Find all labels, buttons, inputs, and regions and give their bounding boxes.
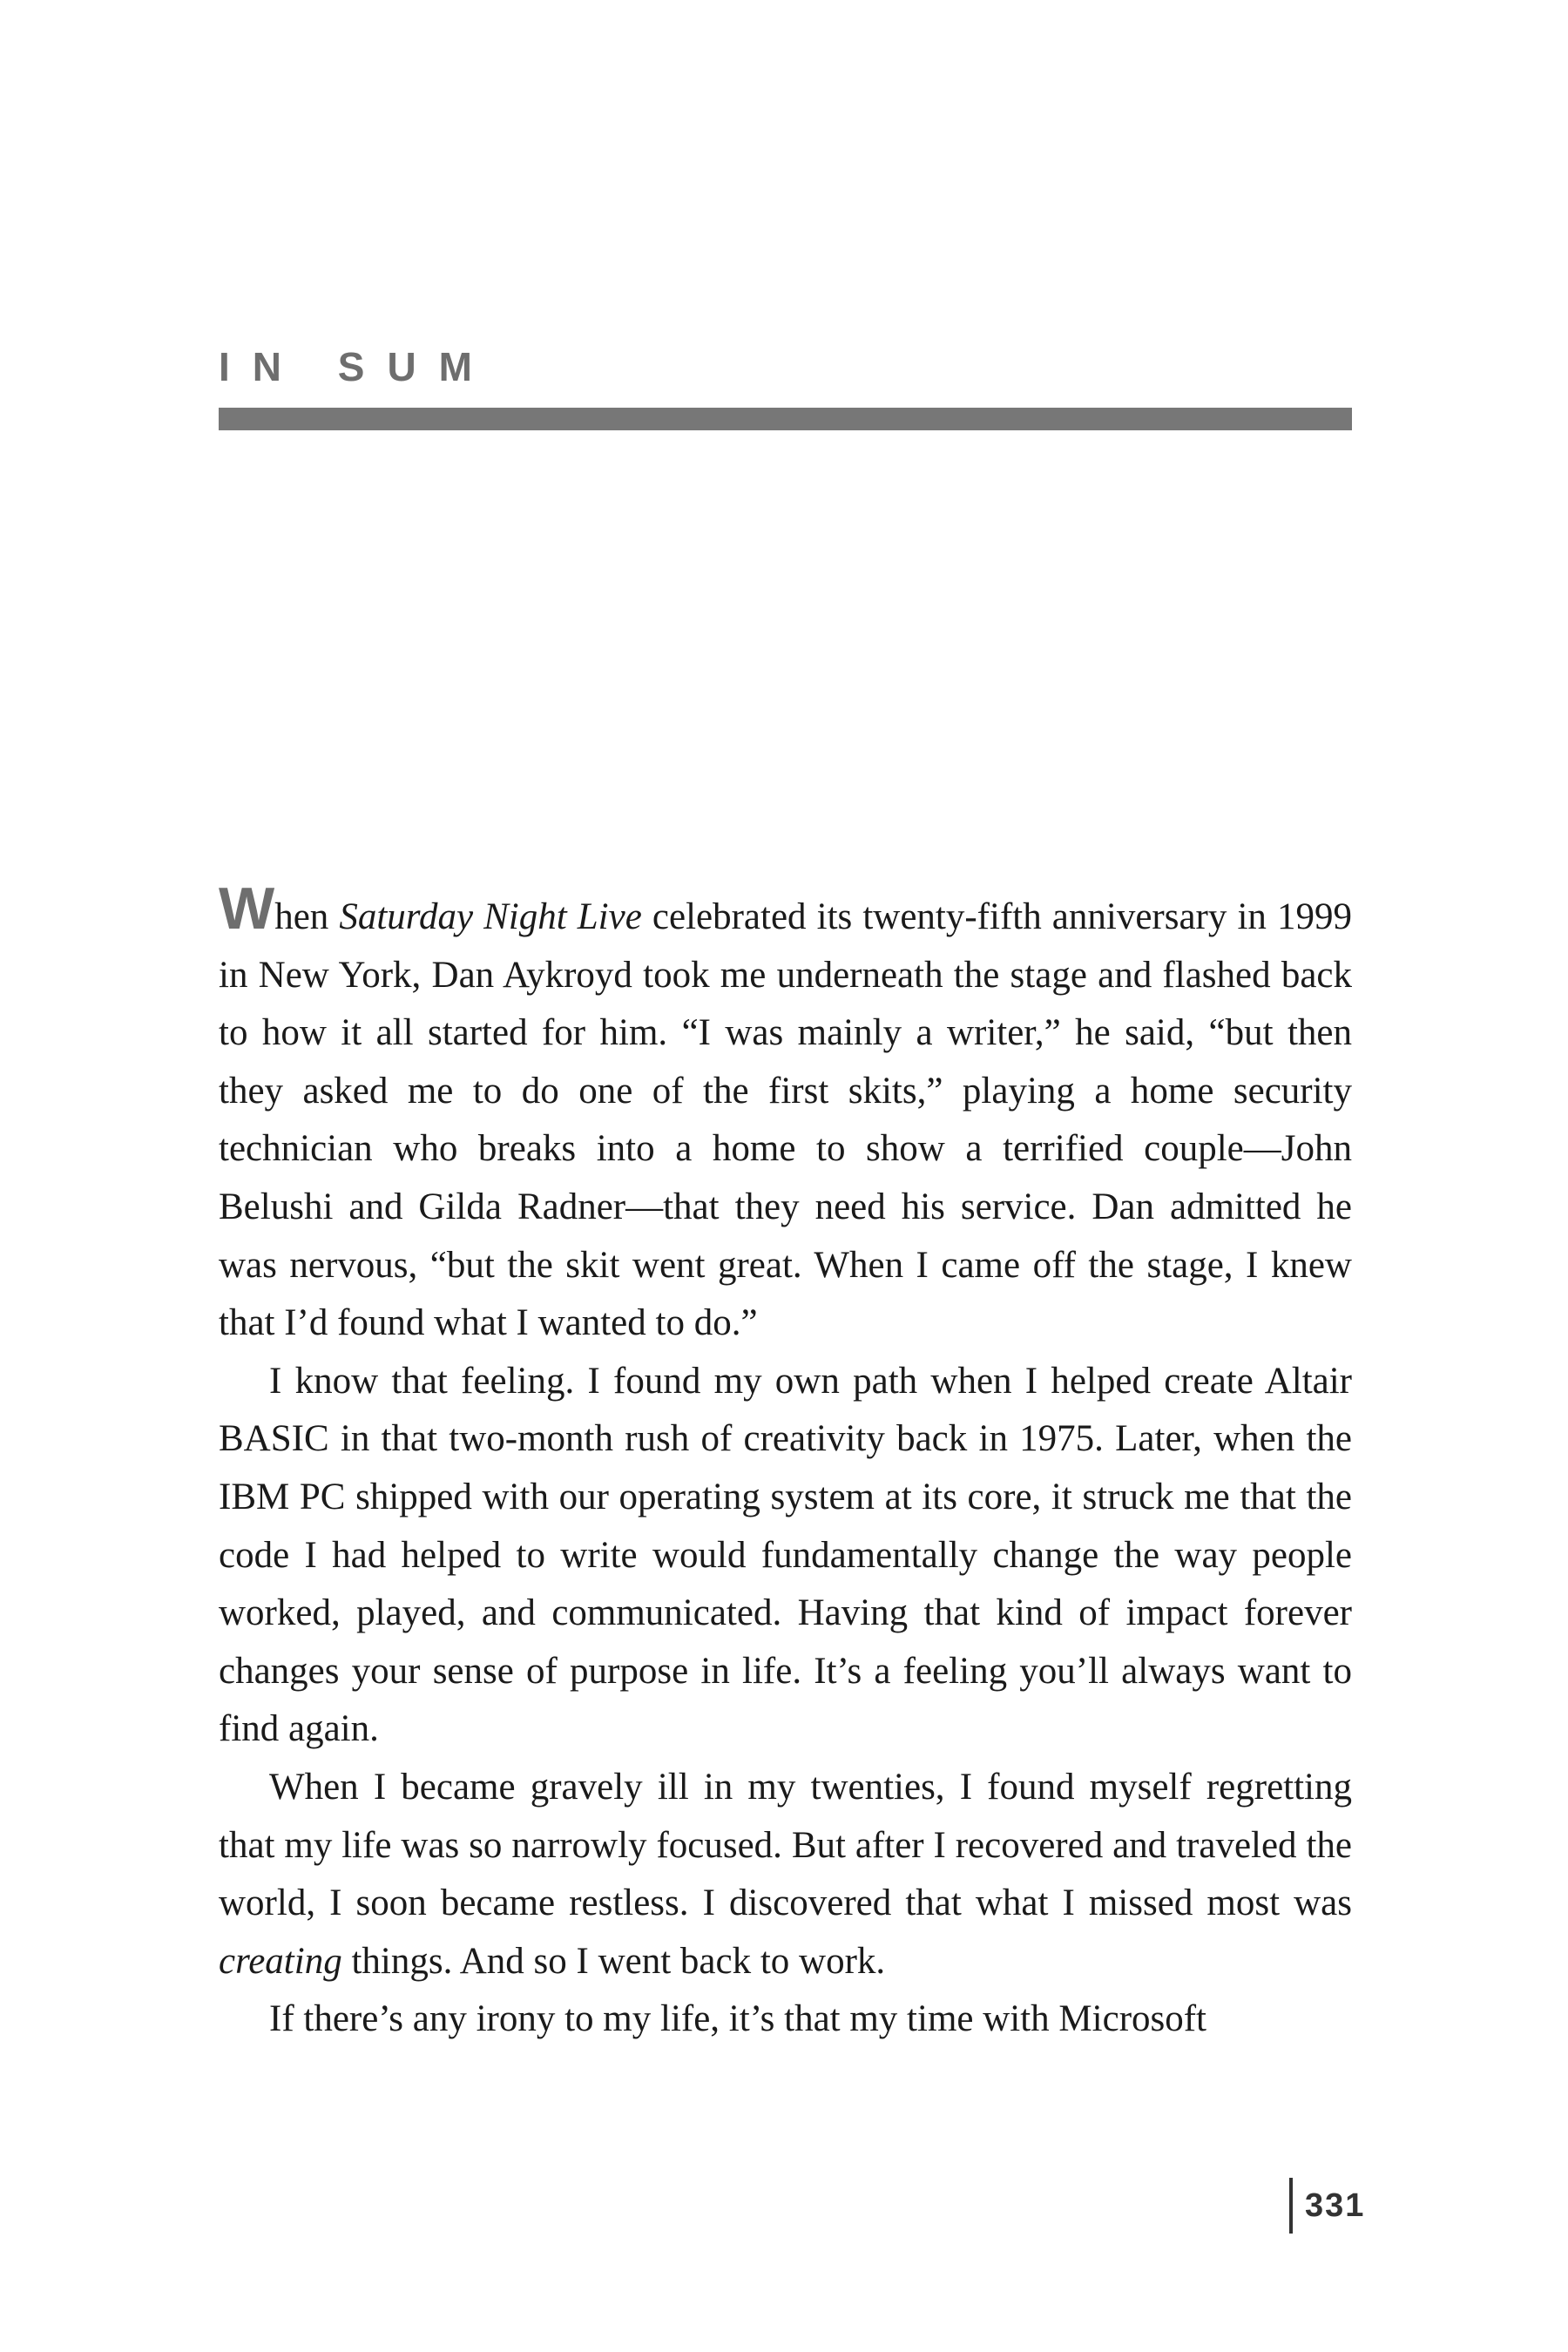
paragraph-1-rest: celebrated its twenty-fifth anniversary in 1999 in New York, Dan Aykroyd took me underneath the stage and flashed back to how it all started for him. “I was mainly a writer,” he said, “but then they asked me to do one of the first skits,” playing a home security technician who breaks into a home to show a terrified couple—John Belushi and Gilda Radner—that they need his service. Dan admitted he was nervous, “but the skit went great. When I came off the stage, I knew that I’d found what I wanted to do.” <box>219 896 1352 1344</box>
paragraph-1 <box>219 875 1352 1353</box>
body-text <box>219 875 1352 2049</box>
paragraph-4: If there’s any irony to my life, it’s that my time with Microsoft <box>269 1998 1207 2040</box>
paragraph-3 <box>219 1759 1352 1990</box>
page-number: 331 <box>1305 2186 1366 2224</box>
chapter-heading-rule <box>219 408 1352 430</box>
paragraph-2: I know that feeling. I found my own path when I helped create Altair BASIC in that two-month rush of creativity back in 1975. Later, when the IBM PC shipped with our operating system at its core, it struck me that the code I had helped to write would fundamentally change the way people worked, played, and communicated. Having that kind of impact forever changes your sense of purpose in life. It’s a feeling you’ll always want to find again. <box>219 1360 1352 1750</box>
emphasis-creating: creating <box>219 1940 342 1982</box>
drop-cap: W <box>219 875 275 942</box>
page-footer <box>1289 2178 1365 2234</box>
paragraph-1-lead: hen <box>274 896 340 937</box>
chapter-heading: IN SUM <box>219 344 495 389</box>
page-number-rule <box>1289 2178 1293 2234</box>
show-title: Saturday Night Live <box>339 896 642 937</box>
paragraph-3-before: When I became gravely ill in my twenties, I found myself regretting that my life was so narrowly focused. But after I recovered and traveled the world, I soon became restless. I discovered that what I missed most was <box>219 1766 1352 1924</box>
paragraph-3-after: things. And so I went back to work. <box>341 1940 886 1982</box>
